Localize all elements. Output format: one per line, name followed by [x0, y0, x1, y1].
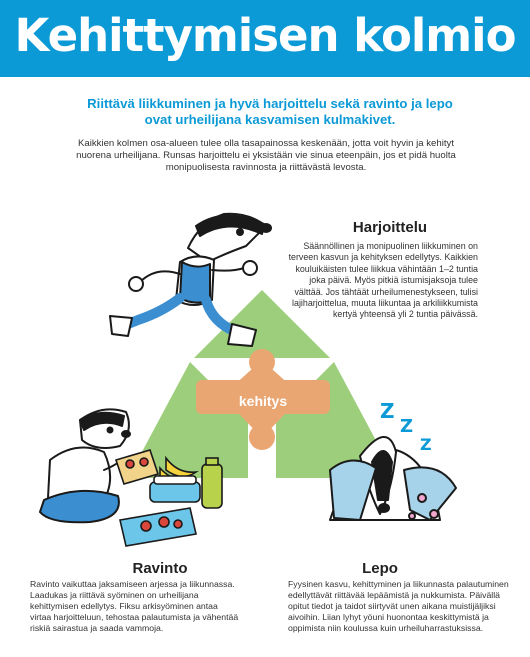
svg-text:Z: Z [380, 399, 395, 423]
section-text-ravinto: Ravinto vaikuttaa jaksamiseen arjessa ja liikunnassa. Laadukas ja riittävä syöminen on urheilijana kehittymisen edellytys. Fiksu arkisyöminen antaa virtaa harjoitteluun, tehostaa palautumista ja vähentää riskiä sairastua ja saada vammoja. [30, 579, 239, 633]
section-title-ravinto: Ravinto [132, 560, 188, 577]
center-label: kehitys [238, 393, 288, 409]
lead-text: Riittävä liikkuminen ja hyvä harjoittelu sekä ravinto ja lepo ovat urheilijana kasvamisen kulmakivet. [87, 96, 453, 127]
eating-badger-icon [40, 409, 130, 522]
svg-text:Z: Z [420, 435, 432, 454]
sandwich-icon [116, 450, 158, 484]
svg-text:Z: Z [400, 416, 414, 437]
intro-text: Kaikkien kolmen osa-alueen tulee olla tasapainossa keskenään, jotta voit hyvin ja kehityt nuorena urheilijana. Runsas harjoittelu ei yksistään vie sinua eteenpäin, jos et pidä huolta monipuolisesta ravinnosta ja riittävästä levosta. [76, 138, 456, 173]
section-text-lepo: Fyysinen kasvu, kehittyminen ja liikunnasta palautuminen edellyttävät riittävää lepäämistä ja nukkumista. Päivällä opitut tiedot ja taidot siirtyvät unen aikana muistijäljiksi aivoihin. Liian lyhyt yöuni huonontaa keskittymistä ja oppimista niin koulussa kuin urheiluharrastuksissa. [288, 579, 509, 633]
section-title-lepo: Lepo [362, 560, 398, 577]
page-title: Kehittymisen kolmio [14, 9, 516, 62]
section-title-harjoittelu: Harjoittelu [352, 219, 428, 236]
water-bottle-icon [202, 458, 222, 508]
lunchbox-icon [150, 476, 200, 502]
sandwich-plate-icon [120, 508, 196, 546]
section-text-harjoittelu: Säännöllinen ja monipuolinen liikkuminen on terveen kasvun ja kehityksen edellytys. Kaikkien kouluikäisten tulee liikkua vähintään 1–2 tuntia joka päivä. Myös pitkiä istumisjaksoja tulee välttää. Jos tähtäät urheilumenestykseen, tulisi lajiharjoittelua, muuta liikuntaa ja arkiliikkumista kertyä yhteensä yli 2 tuntia päivässä. [288, 241, 478, 320]
